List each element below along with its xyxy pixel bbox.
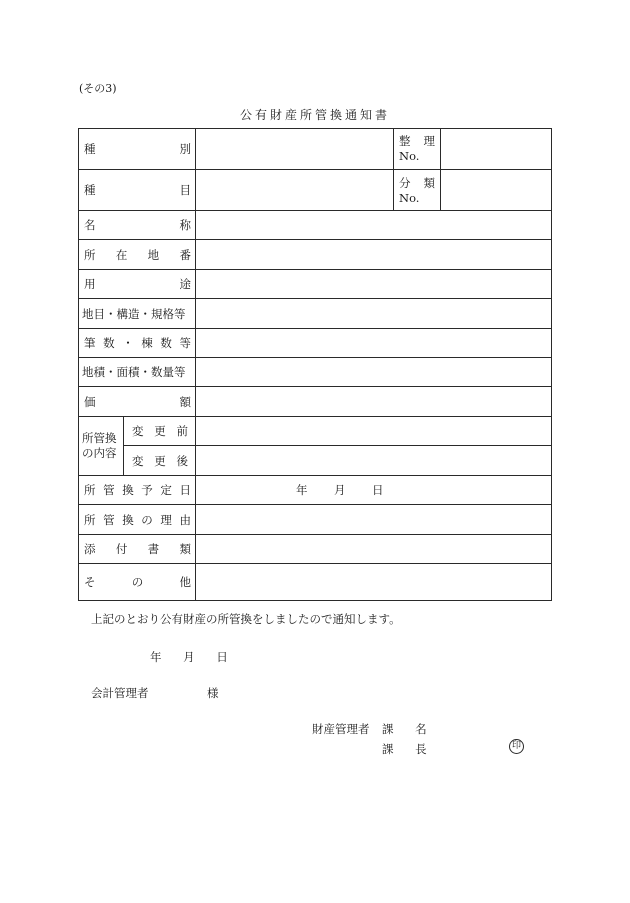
- sender-title: 財産管理者: [312, 722, 370, 736]
- sonota-value-field[interactable]: [196, 564, 551, 600]
- label-char: ・: [122, 336, 134, 350]
- label-char: 付: [115, 542, 128, 556]
- label-text: 地目・構造・規格等: [82, 306, 186, 321]
- label-char: 他: [179, 575, 191, 589]
- chiseki-value-field[interactable]: [196, 358, 551, 386]
- label-char: 理: [423, 134, 435, 148]
- label-char: 称: [179, 218, 191, 232]
- seiri-no-field[interactable]: [441, 129, 551, 169]
- day-label: 日: [372, 483, 384, 497]
- label-char: の: [131, 575, 144, 589]
- shozaichiban-value-field[interactable]: [196, 240, 551, 269]
- kakaku-value-field[interactable]: [196, 387, 551, 416]
- label-char: 地: [147, 247, 160, 262]
- label-char: そ: [84, 575, 96, 589]
- label-seiri-no: [399, 130, 435, 168]
- label-char: 種: [84, 141, 96, 156]
- label-text: 地積・面積・数量等: [82, 365, 186, 379]
- table-border-bottom: [78, 600, 552, 601]
- label-tenpu: [84, 535, 191, 563]
- label-char: 棟: [141, 336, 153, 350]
- label-char: 理: [160, 512, 172, 527]
- label-char: 更: [154, 453, 166, 468]
- label-char: 換: [122, 483, 134, 497]
- table-border-right: [551, 128, 552, 601]
- notification-statement: 上記のとおり公有財産の所管換をしましたので通知します。: [91, 612, 401, 626]
- label-char: 変: [132, 453, 144, 468]
- label-char: 所: [84, 247, 96, 262]
- no-label: No.: [399, 191, 420, 205]
- day-label: 日: [216, 650, 228, 664]
- label-char: 額: [179, 394, 191, 409]
- content-sub-divider: [123, 416, 124, 475]
- henkogo-value-field[interactable]: [196, 446, 551, 475]
- label-char: 分: [399, 176, 411, 190]
- label-char: 管: [103, 512, 115, 527]
- hissu-value-field[interactable]: [196, 329, 551, 357]
- notification-date: [150, 649, 228, 665]
- yoto-value-field[interactable]: [196, 270, 551, 298]
- label-char: 数: [160, 336, 172, 350]
- notification-form-table: [78, 128, 552, 601]
- label-char: 変: [132, 424, 144, 438]
- label-char: 種: [84, 183, 96, 197]
- label-char: 用: [84, 277, 96, 291]
- label-naiyo: [82, 417, 123, 475]
- label-char: 名: [84, 218, 96, 232]
- label-char: 由: [179, 512, 191, 527]
- label-char: 類: [179, 542, 191, 556]
- label-char: 定: [160, 483, 172, 497]
- label-shubetsu: [84, 128, 191, 169]
- label-henkogo: [128, 446, 192, 475]
- label-char: 予: [141, 483, 153, 497]
- label-char: 整: [399, 134, 411, 148]
- label-char: の: [141, 512, 153, 527]
- label-char: 管: [103, 483, 115, 497]
- shumoku-value-field[interactable]: [196, 170, 392, 210]
- yoteibi-value-field[interactable]: [196, 476, 551, 504]
- label-chiseki: [82, 358, 194, 386]
- seal-mark-icon: 印: [509, 739, 524, 754]
- chimoku-value-field[interactable]: [196, 299, 551, 328]
- bunrui-no-field[interactable]: [441, 170, 551, 210]
- label-char: 筆: [84, 336, 96, 350]
- label-char: 換: [122, 512, 134, 527]
- label-yoto: [84, 270, 191, 298]
- label-riyu: [84, 505, 191, 534]
- ka-label: 課: [382, 722, 394, 736]
- label-char: 途: [179, 277, 191, 291]
- label-kakaku: [84, 387, 191, 416]
- label-shozaichiban: [84, 240, 191, 269]
- month-label: 月: [334, 483, 346, 497]
- meisho-value-field[interactable]: [196, 211, 551, 239]
- month-label: 月: [183, 650, 195, 664]
- label-line: 所管換: [82, 431, 117, 445]
- form-number-note: (その3): [79, 82, 117, 95]
- label-char: 類: [423, 176, 435, 190]
- label-char: 数: [103, 336, 115, 350]
- label-char: 添: [84, 542, 96, 556]
- label-char: 在: [115, 247, 128, 262]
- section-chief-line: [382, 741, 427, 757]
- label-char: 等: [179, 336, 191, 350]
- riyu-value-field[interactable]: [196, 505, 551, 534]
- section-name-line: [382, 721, 427, 737]
- document-title: 公有財産所管換通知書: [239, 108, 390, 122]
- label-hissu: [84, 329, 191, 357]
- year-label: 年: [150, 650, 162, 664]
- label-char: 日: [179, 483, 191, 497]
- label-meisho: [84, 211, 191, 239]
- cho-label: 長: [415, 742, 427, 756]
- table-border-left: [78, 128, 79, 601]
- label-chimoku: [82, 299, 194, 328]
- no-label: No.: [399, 149, 420, 163]
- tenpu-value-field[interactable]: [196, 535, 551, 563]
- label-char: 番: [179, 247, 191, 262]
- mei-label: 名: [415, 722, 427, 736]
- addressee-title: 会計管理者: [91, 686, 149, 700]
- label-char: 別: [179, 141, 191, 156]
- label-char: 所: [84, 483, 96, 497]
- label-char: 前: [176, 424, 188, 438]
- label-bunrui-no: [399, 172, 435, 210]
- label-char: 目: [179, 183, 191, 197]
- label-sonota: [84, 564, 191, 600]
- year-label: 年: [296, 483, 308, 497]
- label-char: 所: [84, 512, 96, 527]
- label-char: 後: [176, 453, 188, 468]
- label-line: の内容: [82, 446, 117, 460]
- label-char: 書: [147, 542, 160, 556]
- henkomae-value-field[interactable]: [196, 417, 551, 445]
- label-shumoku: [84, 170, 191, 210]
- label-henkomae: [128, 417, 192, 445]
- honorific-sama: 様: [207, 686, 219, 700]
- label-yoteibi: [84, 476, 191, 504]
- shubetsu-value-field[interactable]: [196, 129, 392, 169]
- label-char: 更: [154, 424, 166, 438]
- label-char: 価: [84, 394, 96, 409]
- ka-label: 課: [382, 742, 394, 756]
